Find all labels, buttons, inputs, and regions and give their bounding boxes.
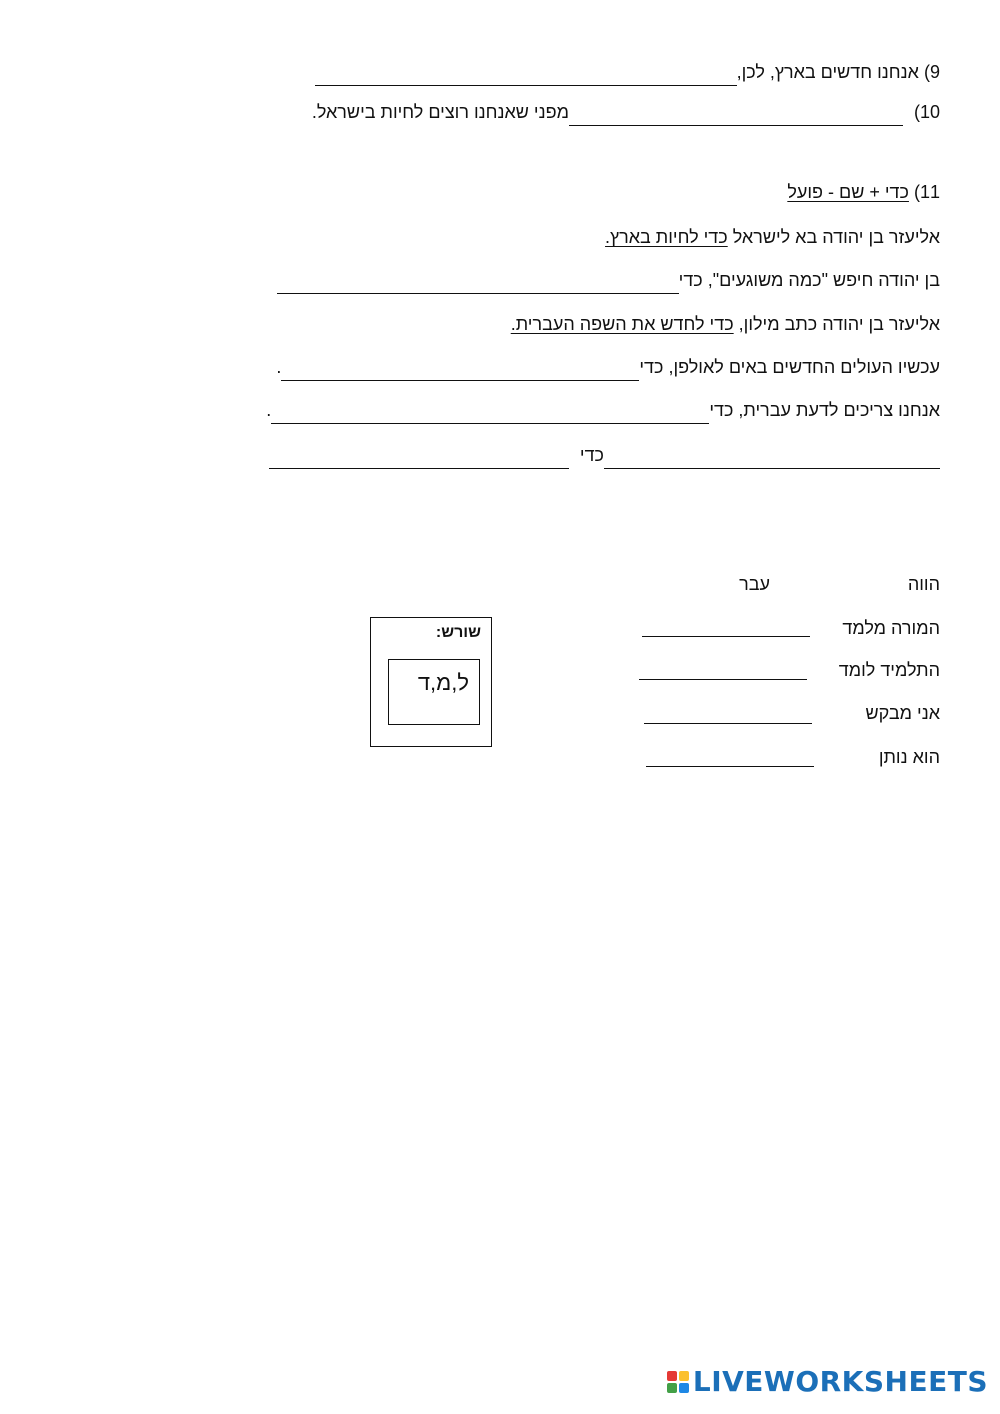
sentence-1 bbox=[277, 268, 940, 294]
example-1-underlined: כדי לחיות בארץ. bbox=[605, 227, 728, 247]
sentence-3-answer-field[interactable] bbox=[271, 401, 709, 424]
free-sentence bbox=[269, 443, 940, 469]
past-tense-answer-4[interactable] bbox=[646, 746, 814, 767]
sentence-1-answer-field[interactable] bbox=[277, 271, 679, 294]
question-10-number: 10) bbox=[913, 102, 940, 122]
question-11-title: כדי + שם - פועל bbox=[787, 182, 909, 202]
past-tense-answer-3[interactable] bbox=[644, 703, 812, 724]
question-10-text: מפני שאנחנו רוצים לחיות בישראל. bbox=[311, 102, 569, 122]
question-9-answer-field[interactable] bbox=[315, 63, 737, 86]
liveworksheets-logo-text: LIVEWORKSHEETS bbox=[692, 1365, 988, 1398]
past-tense-header: עבר bbox=[739, 574, 770, 594]
root-letters-box bbox=[388, 659, 480, 725]
question-10-answer-field[interactable] bbox=[569, 103, 903, 126]
question-11-number: 11) bbox=[913, 182, 940, 202]
question-11-heading bbox=[787, 180, 940, 204]
past-tense-answer-1[interactable] bbox=[642, 616, 810, 637]
question-9-text: אנחנו חדשים בארץ, לכן, bbox=[736, 62, 919, 82]
example-sentence-1 bbox=[605, 225, 940, 249]
present-tense-header: הווה bbox=[907, 574, 940, 594]
root-letters: ל,מ,ד bbox=[417, 670, 469, 695]
present-verb-3: אני מבקש bbox=[865, 703, 940, 723]
question-10 bbox=[312, 100, 940, 126]
free-sentence-first-field[interactable] bbox=[604, 446, 940, 469]
sentence-2-answer-field[interactable] bbox=[281, 358, 639, 381]
example-1-text: אליעזר בן יהודה בא לישראל bbox=[727, 227, 940, 247]
sentence-1-text: בן יהודה חיפש "כמה משוגעים", כדי bbox=[678, 270, 940, 290]
present-verb-2: התלמיד לומד bbox=[838, 660, 940, 680]
example-2-underlined: כדי לחדש את השפה העברית. bbox=[510, 314, 734, 334]
sentence-2-end: . bbox=[276, 357, 282, 377]
liveworksheets-logo bbox=[667, 1365, 988, 1398]
question-9-number: 9) bbox=[923, 62, 940, 82]
sentence-3 bbox=[266, 398, 940, 424]
sentence-3-end: . bbox=[266, 400, 272, 420]
example-sentence-2 bbox=[511, 312, 940, 336]
free-sentence-second-field[interactable] bbox=[269, 446, 569, 469]
present-verb-1: המורה מלמד bbox=[842, 618, 940, 638]
sentence-2 bbox=[276, 355, 940, 381]
root-label: שורש: bbox=[435, 624, 481, 641]
question-9 bbox=[315, 60, 940, 86]
past-tense-answer-2[interactable] bbox=[639, 659, 807, 680]
sentence-3-text: אנחנו צריכים לדעת עברית, כדי bbox=[709, 400, 940, 420]
example-2-text: אליעזר בן יהודה כתב מילון, bbox=[733, 314, 940, 334]
liveworksheets-logo-icon bbox=[667, 1371, 689, 1393]
present-verb-4: הוא נותן bbox=[878, 747, 940, 767]
root-box bbox=[370, 617, 492, 747]
sentence-2-text: עכשיו העולים החדשים באים לאולפן, כדי bbox=[639, 357, 940, 377]
free-sentence-middle: כדי bbox=[574, 445, 604, 465]
